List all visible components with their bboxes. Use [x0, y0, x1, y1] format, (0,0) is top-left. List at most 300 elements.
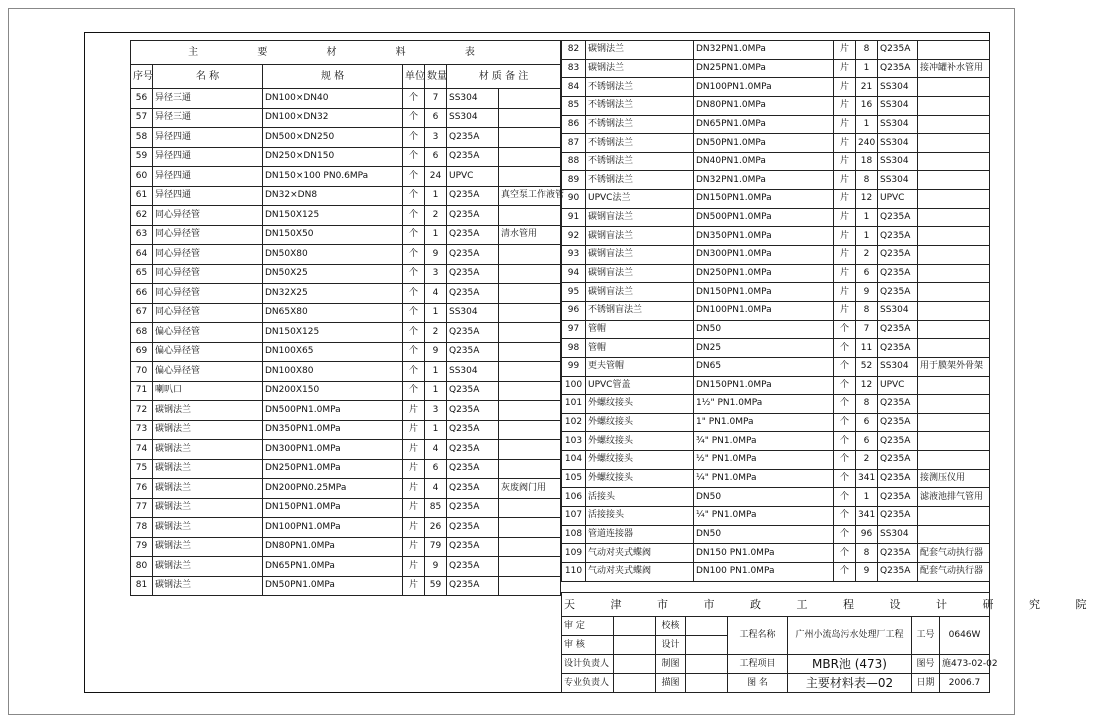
- item-spec: DN50: [694, 488, 834, 507]
- item-spec: DN500PN1.0MPa: [263, 401, 403, 421]
- table-row: [131, 420, 561, 440]
- item-spec: DN150×100 PN0.6MPa: [263, 167, 403, 187]
- table-row: [131, 518, 561, 538]
- table-row: [131, 167, 561, 187]
- item-unit: 片: [834, 171, 856, 190]
- item-material: SS304: [878, 301, 918, 320]
- table-row: [562, 227, 990, 246]
- table-row: [562, 562, 990, 581]
- table-row: [131, 576, 561, 596]
- item-no: 74: [131, 440, 153, 460]
- item-unit: 个: [834, 320, 856, 339]
- item-qty: 3: [425, 128, 447, 148]
- item-no: 90: [562, 190, 586, 209]
- header-name: 名 称: [153, 65, 263, 89]
- item-name: 碳钢法兰: [153, 537, 263, 557]
- table-row: [562, 171, 990, 190]
- item-unit: 片: [403, 576, 425, 596]
- item-note: [499, 537, 561, 557]
- item-qty: 240: [856, 134, 878, 153]
- item-note: [499, 108, 561, 128]
- item-no: 57: [131, 108, 153, 128]
- item-unit: 个: [403, 89, 425, 109]
- sign-check: [686, 617, 728, 636]
- item-name: 外螺纹接头: [586, 469, 694, 488]
- item-note: [499, 518, 561, 538]
- item-qty: 11: [856, 339, 878, 358]
- item-note: 接冲罐补水管用: [918, 59, 990, 78]
- table-row: [131, 381, 561, 401]
- item-qty: 2: [856, 246, 878, 265]
- item-material: Q235A: [447, 479, 499, 499]
- drawing-name: 主要材料表—02: [788, 674, 912, 693]
- item-name: 异径四通: [153, 147, 263, 167]
- item-spec: DN150PN1.0MPa: [263, 498, 403, 518]
- table-row: [562, 41, 990, 60]
- date-value: 2006.7: [940, 674, 990, 693]
- item-spec: ½" PN1.0MPa: [694, 451, 834, 470]
- item-no: 79: [131, 537, 153, 557]
- item-no: 56: [131, 89, 153, 109]
- item-note: [499, 245, 561, 265]
- item-note: [499, 167, 561, 187]
- project-label: 工程名称: [728, 617, 788, 655]
- item-material: Q235A: [878, 246, 918, 265]
- item-name: 碳钢盲法兰: [586, 208, 694, 227]
- table-row: [562, 96, 990, 115]
- item-no: 71: [131, 381, 153, 401]
- item-note: [918, 152, 990, 171]
- item-qty: 8: [856, 171, 878, 190]
- drawing-no-label: 图号: [912, 655, 940, 674]
- materials-table-left: [130, 40, 565, 596]
- item-material: Q235A: [878, 488, 918, 507]
- item-name: 异径三通: [153, 108, 263, 128]
- item-spec: DN80PN1.0MPa: [694, 96, 834, 115]
- item-unit: 个: [834, 544, 856, 563]
- item-no: 76: [131, 479, 153, 499]
- table-row: [562, 320, 990, 339]
- item-spec: DN50: [694, 525, 834, 544]
- item-qty: 3: [425, 401, 447, 421]
- item-note: [499, 323, 561, 343]
- item-no: 99: [562, 357, 586, 376]
- table-row: [562, 544, 990, 563]
- table-row: [562, 208, 990, 227]
- item-qty: 1: [425, 225, 447, 245]
- item-name: 更夫管帽: [586, 357, 694, 376]
- item-material: Q235A: [878, 413, 918, 432]
- item-material: UPVC: [878, 190, 918, 209]
- item-name: 不锈钢盲法兰: [586, 301, 694, 320]
- item-material: Q235A: [447, 557, 499, 577]
- role-design-lead: 设计负责人: [562, 655, 614, 674]
- table-row: [131, 323, 561, 343]
- item-label: 工程项目: [728, 655, 788, 674]
- item-name: 不锈钢法兰: [586, 134, 694, 153]
- item-spec: DN150PN1.0MPa: [694, 190, 834, 209]
- sign-discipline-lead: [614, 674, 656, 693]
- item-qty: 8: [856, 395, 878, 414]
- item-spec: ¾" PN1.0MPa: [694, 432, 834, 451]
- item-spec: ¼" PN1.0MPa: [694, 469, 834, 488]
- item-spec: DN100×DN40: [263, 89, 403, 109]
- item-no: 59: [131, 147, 153, 167]
- item-name: 碳钢法兰: [153, 420, 263, 440]
- item-material: Q235A: [878, 227, 918, 246]
- item-unit: 个: [403, 225, 425, 245]
- item-material: SS304: [878, 134, 918, 153]
- item-unit: 个: [834, 376, 856, 395]
- item-note: [918, 78, 990, 97]
- item-no: 64: [131, 245, 153, 265]
- item-no: 62: [131, 206, 153, 226]
- item-spec: DN80PN1.0MPa: [263, 537, 403, 557]
- item-name: 不锈钢法兰: [586, 96, 694, 115]
- item-name: 管帽: [586, 339, 694, 358]
- title-block: [561, 592, 1102, 692]
- table-row: [562, 283, 990, 302]
- item-qty: 6: [425, 147, 447, 167]
- item-qty: 85: [425, 498, 447, 518]
- item-no: 66: [131, 284, 153, 304]
- item-material: Q235A: [447, 518, 499, 538]
- item-name: 偏心异径管: [153, 342, 263, 362]
- table-row: [131, 245, 561, 265]
- item-name: 不锈钢法兰: [586, 152, 694, 171]
- table-row: [562, 525, 990, 544]
- item-spec: DN350PN1.0MPa: [694, 227, 834, 246]
- item-spec: DN150X125: [263, 323, 403, 343]
- item-no: 81: [131, 576, 153, 596]
- item-unit: 个: [834, 432, 856, 451]
- item-qty: 18: [856, 152, 878, 171]
- table-row: [131, 108, 561, 128]
- item-name: 碳钢法兰: [153, 557, 263, 577]
- item-spec: DN300PN1.0MPa: [263, 440, 403, 460]
- item-material: SS304: [878, 525, 918, 544]
- item-note: [918, 395, 990, 414]
- item-name: 碳钢盲法兰: [586, 227, 694, 246]
- item-material: SS304: [447, 303, 499, 323]
- item-name: 管帽: [586, 320, 694, 339]
- table-row: [562, 469, 990, 488]
- item-name: 偏心异径管: [153, 323, 263, 343]
- item-material: SS304: [878, 357, 918, 376]
- item-qty: 79: [425, 537, 447, 557]
- item-material: Q235A: [447, 284, 499, 304]
- item-name: UPVC法兰: [586, 190, 694, 209]
- header-no: 序号: [131, 65, 153, 89]
- item-note: [918, 376, 990, 395]
- item-spec: DN32PN1.0MPa: [694, 171, 834, 190]
- item-spec: DN65X80: [263, 303, 403, 323]
- item-spec: DN200PN0.25MPa: [263, 479, 403, 499]
- item-spec: 1" PN1.0MPa: [694, 413, 834, 432]
- item-unit: 个: [403, 342, 425, 362]
- item-note: [499, 284, 561, 304]
- item-no: 108: [562, 525, 586, 544]
- role-check: 校核: [656, 617, 686, 636]
- item-unit: 个: [403, 147, 425, 167]
- item-unit: 片: [403, 479, 425, 499]
- item-name: 碳钢法兰: [153, 498, 263, 518]
- item-name: 碳钢盲法兰: [586, 264, 694, 283]
- item-note: [918, 41, 990, 60]
- item-name: 偏心异径管: [153, 362, 263, 382]
- item-note: 灰废阀门用: [499, 479, 561, 499]
- item-no: 107: [562, 507, 586, 526]
- item-unit: 片: [403, 518, 425, 538]
- item-name: 异径四通: [153, 186, 263, 206]
- item-name: 碳钢法兰: [153, 401, 263, 421]
- item-spec: DN100X80: [263, 362, 403, 382]
- item-spec: DN150PN1.0MPa: [694, 283, 834, 302]
- table-row: [562, 395, 990, 414]
- item-qty: 6: [856, 432, 878, 451]
- item-no: 95: [562, 283, 586, 302]
- table-row: [131, 498, 561, 518]
- item-spec: DN150X50: [263, 225, 403, 245]
- item-note: [499, 264, 561, 284]
- item-unit: 个: [834, 488, 856, 507]
- item-unit: 片: [834, 134, 856, 153]
- item-unit: 片: [834, 96, 856, 115]
- item-name: 碳钢盲法兰: [586, 283, 694, 302]
- item-no: 101: [562, 395, 586, 414]
- item-qty: 6: [425, 108, 447, 128]
- item-spec: DN50: [694, 320, 834, 339]
- item-material: Q235A: [447, 225, 499, 245]
- item-note: [499, 206, 561, 226]
- item-no: 68: [131, 323, 153, 343]
- item-unit: 片: [403, 498, 425, 518]
- item-no: 83: [562, 59, 586, 78]
- item-no: 89: [562, 171, 586, 190]
- item-qty: 8: [856, 544, 878, 563]
- item-no: 77: [131, 498, 153, 518]
- item-qty: 16: [856, 96, 878, 115]
- item-spec: DN100 PN1.0MPa: [694, 562, 834, 581]
- date-label: 日期: [912, 674, 940, 693]
- materials-table-right: [561, 40, 990, 582]
- item-material: Q235A: [447, 206, 499, 226]
- table-row: [131, 206, 561, 226]
- item-qty: 12: [856, 190, 878, 209]
- item-material: SS304: [878, 78, 918, 97]
- item-spec: DN65PN1.0MPa: [694, 115, 834, 134]
- table-row: [562, 339, 990, 358]
- item-qty: 6: [425, 459, 447, 479]
- item-spec: DN300PN1.0MPa: [694, 246, 834, 265]
- item-unit: 个: [834, 413, 856, 432]
- item-material: Q235A: [447, 323, 499, 343]
- item-no: 87: [562, 134, 586, 153]
- item-note: [918, 320, 990, 339]
- item-no: 69: [131, 342, 153, 362]
- item-name: 外螺纹接头: [586, 432, 694, 451]
- item-unit: 个: [403, 303, 425, 323]
- item-name: 气动对夹式蝶阀: [586, 544, 694, 563]
- item-name: UPVC管盖: [586, 376, 694, 395]
- item-note: [918, 451, 990, 470]
- item-unit: 个: [834, 525, 856, 544]
- item-spec: DN50PN1.0MPa: [694, 134, 834, 153]
- item-note: [499, 401, 561, 421]
- item-no: 85: [562, 96, 586, 115]
- table-row: [131, 89, 561, 109]
- item-unit: 片: [403, 537, 425, 557]
- item-material: Q235A: [878, 339, 918, 358]
- item-no: 84: [562, 78, 586, 97]
- item-material: Q235A: [447, 186, 499, 206]
- item-no: 106: [562, 488, 586, 507]
- item-note: [918, 208, 990, 227]
- item-note: [499, 128, 561, 148]
- item-name: 异径三通: [153, 89, 263, 109]
- item-unit: 个: [834, 451, 856, 470]
- sign-approve: [614, 617, 656, 636]
- sign-trace: [686, 674, 728, 693]
- item-unit: 片: [834, 301, 856, 320]
- item-name: 外螺纹接头: [586, 451, 694, 470]
- item-note: [918, 264, 990, 283]
- item-qty: 1: [856, 208, 878, 227]
- item-material: Q235A: [878, 562, 918, 581]
- item-material: SS304: [878, 152, 918, 171]
- item-spec: DN250PN1.0MPa: [263, 459, 403, 479]
- item-name: 管道连接器: [586, 525, 694, 544]
- item-qty: 8: [856, 41, 878, 60]
- item-unit: 片: [834, 41, 856, 60]
- item-qty: 9: [856, 562, 878, 581]
- item-unit: 个: [834, 469, 856, 488]
- item-note: [918, 115, 990, 134]
- item-material: Q235A: [878, 208, 918, 227]
- item-unit: 个: [403, 323, 425, 343]
- item-no: 104: [562, 451, 586, 470]
- sign-design: [686, 636, 728, 655]
- item-spec: DN100PN1.0MPa: [263, 518, 403, 538]
- item-spec: DN65: [694, 357, 834, 376]
- item-name: 同心异径管: [153, 284, 263, 304]
- item-no: 103: [562, 432, 586, 451]
- item-material: Q235A: [878, 283, 918, 302]
- item-no: 109: [562, 544, 586, 563]
- item-note: [918, 190, 990, 209]
- project-name: 广州小流岛污水处理厂工程: [788, 617, 912, 655]
- item-unit: 片: [834, 190, 856, 209]
- table-row: [131, 147, 561, 167]
- role-review: 审 核: [562, 636, 614, 655]
- item-note: [499, 440, 561, 460]
- table-row: [131, 225, 561, 245]
- item-qty: 9: [425, 342, 447, 362]
- item-qty: 6: [856, 413, 878, 432]
- item-note: [499, 576, 561, 596]
- item-no: 105: [562, 469, 586, 488]
- item-name: 同心异径管: [153, 303, 263, 323]
- item-name: 活接接头: [586, 507, 694, 526]
- item-spec: DN200X150: [263, 381, 403, 401]
- item-spec: DN250×DN150: [263, 147, 403, 167]
- table-row: [131, 303, 561, 323]
- item-unit: 个: [403, 108, 425, 128]
- item-no: 82: [562, 41, 586, 60]
- item-qty: 1: [856, 59, 878, 78]
- left-table-body: [131, 89, 565, 596]
- item-no: 97: [562, 320, 586, 339]
- table-row: [131, 264, 561, 284]
- table-row: [562, 190, 990, 209]
- item-material: Q235A: [878, 41, 918, 60]
- item-unit: 个: [403, 264, 425, 284]
- item-spec: DN500PN1.0MPa: [694, 208, 834, 227]
- item-name: 碳钢法兰: [586, 59, 694, 78]
- item-unit: 个: [403, 381, 425, 401]
- role-design: 设计: [656, 636, 686, 655]
- item-note: [499, 147, 561, 167]
- item-note: 用于膜架外骨架: [918, 357, 990, 376]
- item-spec: DN25PN1.0MPa: [694, 59, 834, 78]
- table-row: [131, 284, 561, 304]
- item-material: SS304: [878, 171, 918, 190]
- item-no: 86: [562, 115, 586, 134]
- item-name: 同心异径管: [153, 206, 263, 226]
- item-qty: 1: [425, 381, 447, 401]
- item-qty: 3: [425, 264, 447, 284]
- materials-table-title: 主 要 材 料 表: [131, 41, 561, 65]
- item-name: 不锈钢法兰: [586, 78, 694, 97]
- item-spec: DN25: [694, 339, 834, 358]
- table-row: [562, 246, 990, 265]
- item-qty: 2: [425, 206, 447, 226]
- item-qty: 9: [856, 283, 878, 302]
- table-row: [131, 537, 561, 557]
- item-material: Q235A: [878, 469, 918, 488]
- item-unit: 片: [834, 283, 856, 302]
- item-spec: 1½" PN1.0MPa: [694, 395, 834, 414]
- item-unit: 片: [834, 264, 856, 283]
- item-spec: DN100PN1.0MPa: [694, 301, 834, 320]
- item-unit: 片: [834, 246, 856, 265]
- item-note: [918, 227, 990, 246]
- table-row: [131, 557, 561, 577]
- item-qty: 1: [425, 186, 447, 206]
- item-material: Q235A: [447, 537, 499, 557]
- item-name: 同心异径管: [153, 264, 263, 284]
- item-spec: DN32×DN8: [263, 186, 403, 206]
- item-qty: 1: [425, 303, 447, 323]
- item-note: [918, 171, 990, 190]
- item-unit: 片: [403, 459, 425, 479]
- item-qty: 4: [425, 440, 447, 460]
- item-unit: 片: [834, 115, 856, 134]
- role-approve: 审 定: [562, 617, 614, 636]
- item-material: Q235A: [447, 401, 499, 421]
- item-spec: DN100PN1.0MPa: [694, 78, 834, 97]
- item-name: 外螺纹接头: [586, 413, 694, 432]
- table-row: [562, 488, 990, 507]
- item-qty: 26: [425, 518, 447, 538]
- table-row: [131, 362, 561, 382]
- item-no: 92: [562, 227, 586, 246]
- header-spec: 规 格: [263, 65, 403, 89]
- item-name: 碳钢盲法兰: [586, 246, 694, 265]
- item-material: UPVC: [447, 167, 499, 187]
- item-note: 配套气动执行器: [918, 562, 990, 581]
- item-unit: 个: [403, 167, 425, 187]
